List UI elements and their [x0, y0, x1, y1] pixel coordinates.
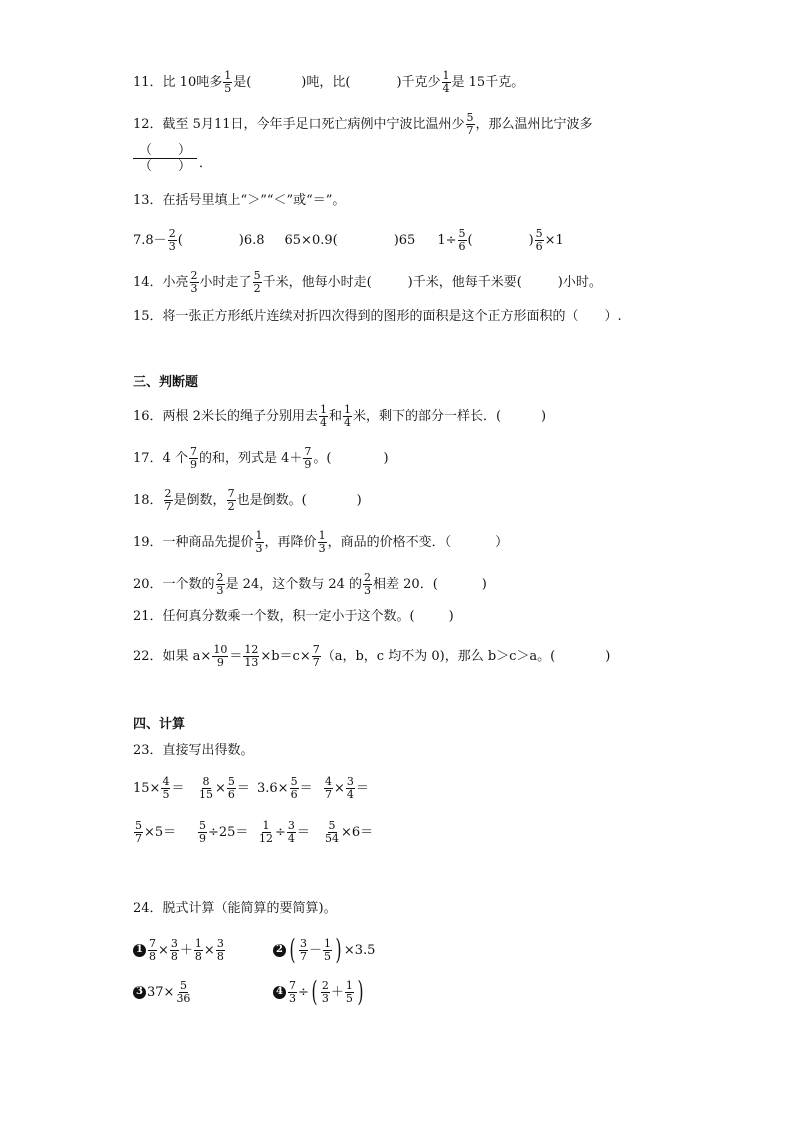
text: 5: [345, 991, 353, 1005]
text: 5: [227, 775, 235, 788]
fraction: [161, 776, 170, 800]
text: ＝: [296, 824, 310, 840]
text: 4: [325, 775, 332, 788]
text: 8: [216, 949, 224, 963]
fraction: [312, 644, 321, 668]
text: 24．脱式计算（能简算的要简算)。: [133, 901, 337, 916]
text: 9: [189, 457, 197, 471]
text: 3: [299, 937, 307, 950]
fraction: [458, 228, 467, 252]
text: 3: [216, 583, 224, 597]
text: ÷: [275, 824, 286, 840]
text: 5: [253, 269, 261, 282]
section-title-calculation: [133, 718, 185, 731]
text: 小时走了: [199, 274, 252, 290]
question-18: [133, 488, 362, 512]
text: 4: [346, 787, 354, 801]
text: 2: [216, 571, 224, 584]
text: ×1: [544, 232, 564, 248]
text: 三、判断题: [133, 375, 199, 390]
text: ): [383, 450, 389, 466]
fraction: [535, 228, 544, 252]
text: 5: [290, 775, 298, 788]
text: 也是倒数。(: [236, 492, 307, 508]
text: 5: [162, 787, 170, 801]
text: 22．如果 a×: [133, 648, 212, 664]
fraction: [168, 228, 177, 252]
text: ×: [334, 780, 345, 796]
text: （ ）: [133, 144, 197, 159]
text: )6.8: [238, 232, 265, 248]
text: ×: [158, 942, 169, 958]
text: 是倒数，: [173, 492, 226, 508]
text: －: [308, 942, 322, 958]
text: ): [541, 408, 547, 424]
text: 10: [213, 643, 228, 656]
text: 1: [319, 403, 327, 416]
calc-item: [323, 820, 373, 844]
fraction: [258, 820, 274, 844]
text: 37×: [147, 984, 175, 1000]
text: ÷: [298, 984, 309, 1000]
fraction: [346, 776, 355, 800]
text: 千米，他每小时走(: [262, 274, 372, 290]
text: 15: [199, 787, 213, 801]
text: ＝: [229, 648, 243, 664]
text: ): [605, 648, 611, 664]
question-24-row-2: [133, 974, 366, 1008]
text: 7: [312, 643, 320, 656]
text: 5: [199, 819, 206, 832]
text: 36: [176, 991, 191, 1005]
question-14: [133, 270, 602, 294]
text: 21．任何真分数乘一个数，积一定小于这个数。(: [133, 609, 415, 624]
text: 1: [323, 937, 331, 950]
fraction: [288, 980, 297, 1004]
fraction: [134, 820, 143, 844]
text: 19．一种商品先提价: [133, 534, 254, 550]
question-12: [133, 112, 593, 136]
fraction: [303, 446, 312, 470]
text: 7: [135, 831, 142, 845]
circled-number: 2: [273, 944, 286, 957]
text: 8: [149, 949, 156, 963]
text: 5: [466, 111, 474, 124]
text: 5: [179, 979, 187, 992]
text: 7: [189, 445, 197, 458]
text: 2: [164, 487, 172, 500]
text: 1: [345, 979, 353, 992]
expression-3: [133, 980, 273, 1004]
question-12-answer-blank: [133, 144, 212, 173]
text: ，商品的价格不变．（: [327, 534, 452, 550]
text: 6: [290, 787, 298, 801]
circled-number: 4: [273, 986, 286, 999]
text: ＝: [355, 780, 369, 796]
fraction: [170, 938, 179, 962]
text: )吨，比(: [301, 74, 351, 90]
text: 8: [194, 949, 202, 963]
text: 23．直接写出得数。: [133, 743, 254, 758]
text: 5: [323, 949, 331, 963]
text: ＝: [236, 780, 250, 796]
fraction: [318, 530, 327, 554]
question-22: [133, 644, 610, 668]
text: 12: [259, 831, 273, 845]
fraction: [212, 644, 228, 668]
fraction: [323, 938, 332, 962]
text: 7: [325, 787, 332, 801]
fraction: [255, 530, 264, 554]
question-23-row-1: [133, 776, 369, 800]
calc-item: [257, 776, 323, 800]
text: 6: [227, 787, 235, 801]
fraction: [253, 270, 262, 294]
fraction: [363, 572, 372, 596]
text: ): [481, 576, 487, 592]
text: ＝: [299, 780, 313, 796]
text: 7.8－: [133, 232, 167, 248]
text: 是 24，这个数与 24 的: [225, 576, 363, 592]
text: 1÷: [437, 232, 457, 248]
text: 5: [535, 227, 543, 240]
question-20: [133, 572, 487, 596]
text: ): [448, 609, 454, 624]
fraction: [198, 776, 214, 800]
question-13: [133, 194, 345, 207]
fraction: [466, 112, 475, 136]
fraction: [324, 820, 340, 844]
text: 3: [190, 281, 198, 295]
fraction: [343, 404, 352, 428]
text: ）: [495, 534, 509, 550]
text: 2: [227, 499, 235, 513]
text: 17．4 个: [133, 450, 188, 466]
fraction: [198, 820, 207, 844]
text: 6: [535, 239, 543, 253]
text: 65×0.9(: [284, 232, 338, 248]
text: 8: [170, 949, 178, 963]
text: ×: [215, 780, 226, 796]
text: 3: [255, 541, 263, 555]
fraction: [194, 938, 203, 962]
fraction: [345, 980, 354, 1004]
text: 4: [319, 415, 327, 429]
text: 4: [343, 415, 351, 429]
text: 15×: [133, 780, 161, 796]
text: 2: [321, 979, 329, 992]
question-24: [133, 902, 337, 915]
circled-number: 1: [133, 944, 146, 957]
fraction: [290, 776, 299, 800]
text: 7: [149, 937, 156, 950]
text: ×3.5: [343, 942, 376, 958]
text: )千克少: [396, 74, 441, 90]
fraction: [324, 776, 333, 800]
text: 1: [442, 69, 450, 82]
text: )千米，他每千米要(: [407, 274, 522, 290]
text: 是(: [233, 74, 252, 90]
text: 2: [168, 227, 176, 240]
fraction: [243, 644, 259, 668]
text: 13．在括号里填上“＞”“＜”或“＝”。: [133, 193, 346, 208]
text: 3: [289, 991, 296, 1005]
text: （a，b，c 均不为 0)，那么 b＞c＞a。(: [321, 648, 556, 664]
text: ×5＝: [144, 824, 177, 840]
question-16: [133, 404, 546, 428]
fraction: [227, 776, 236, 800]
expression-4: [273, 974, 366, 1008]
text: 米，剩下的部分一样长．(: [352, 408, 502, 424]
text: ×: [203, 942, 215, 958]
text: 15．将一张正方形纸片连续对折四次得到的图形的面积是这个正方形面积的（ ）.: [133, 309, 622, 324]
expression-2: [273, 932, 376, 966]
text: 3: [364, 583, 372, 597]
question-13-items: [133, 228, 564, 252]
fraction: [287, 820, 296, 844]
text: 4: [287, 831, 295, 845]
text: 13: [244, 655, 259, 669]
fraction: [216, 572, 225, 596]
text: 5: [135, 819, 142, 832]
text: 3: [170, 937, 178, 950]
text: 1: [255, 529, 263, 542]
text: 12．截至 5月11日，今年手足口死亡病例中宁波比温州少: [133, 116, 465, 132]
calc-item: [257, 820, 323, 844]
circled-number: 3: [133, 986, 146, 999]
parenthesis: (: [311, 974, 318, 1008]
text: 的和，列式是 4＋: [198, 450, 303, 466]
text: ＋: [179, 942, 193, 958]
text: 4: [162, 775, 170, 788]
text: 16．两根 2米长的绳子分别用去: [133, 408, 318, 424]
text: 4: [442, 81, 450, 95]
text: ): [356, 492, 362, 508]
text: 3: [318, 541, 326, 555]
question-19: [133, 530, 508, 554]
text: 12: [244, 643, 259, 656]
parenthesis: (: [289, 932, 296, 966]
text: (: [177, 232, 183, 248]
fraction: [442, 70, 451, 94]
calc-item: [197, 776, 257, 800]
fraction: [223, 70, 232, 94]
text: 54: [325, 831, 339, 845]
fraction: [321, 980, 330, 1004]
text: 7: [164, 499, 172, 513]
text: ＋: [330, 984, 344, 1000]
text: 是 15千克。: [451, 74, 525, 90]
question-17: [133, 446, 389, 470]
text: (: [467, 232, 473, 248]
text: )小时。: [557, 274, 602, 290]
calc-item: [197, 820, 257, 844]
text: 11．比 10吨多: [133, 74, 223, 90]
fraction: [216, 938, 225, 962]
section-title-judgement: [133, 376, 198, 389]
text: 相差 20．(: [373, 576, 438, 592]
calc-item: [323, 776, 369, 800]
text: 四、计算: [133, 717, 186, 732]
text: 9: [304, 457, 312, 471]
text: 1: [343, 403, 351, 416]
fraction: [319, 404, 328, 428]
text: 1: [224, 69, 232, 82]
expression-1: [133, 938, 273, 962]
text: 3: [287, 819, 295, 832]
text: 18．: [133, 492, 163, 508]
text: 7: [312, 655, 320, 669]
question-24-row-1: [133, 932, 376, 966]
fraction: [190, 270, 199, 294]
text: 1: [262, 819, 270, 832]
text: 7: [304, 445, 312, 458]
text: 2: [253, 281, 261, 295]
text: 5: [328, 819, 336, 832]
text: ×b＝c×: [260, 648, 311, 664]
text: 3.6×: [257, 780, 289, 796]
question-11: [133, 70, 524, 94]
text: 20．一个数的: [133, 576, 215, 592]
question-23-row-2: [133, 820, 373, 844]
text: ．: [199, 156, 213, 171]
text: 9: [216, 655, 224, 669]
text: 3: [346, 775, 354, 788]
text: 8: [202, 775, 210, 788]
text: 3: [321, 991, 329, 1005]
parenthesis: ): [335, 932, 342, 966]
text: ×6＝: [341, 824, 374, 840]
text: 1: [318, 529, 326, 542]
question-23: [133, 744, 254, 757]
fraction: [299, 938, 308, 962]
question-15: [133, 310, 622, 323]
question-21: [133, 610, 454, 623]
fraction: [227, 488, 236, 512]
text: 3: [168, 239, 176, 253]
text: 14．小亮: [133, 274, 189, 290]
text: 9: [199, 831, 206, 845]
text: 5: [224, 81, 232, 95]
text: ，再降价: [264, 534, 317, 550]
parenthesis: ): [357, 974, 364, 1008]
text: 7: [289, 979, 296, 992]
calc-item: [133, 820, 197, 844]
text: )65: [393, 232, 416, 248]
text: （ ）: [139, 159, 192, 174]
text: ): [528, 232, 534, 248]
fraction: [175, 980, 191, 1004]
text: 1: [194, 937, 202, 950]
calc-item: [133, 776, 197, 800]
text: 。(: [313, 450, 332, 466]
text: ，那么温州比宁波多: [475, 116, 593, 132]
text: 2: [364, 571, 372, 584]
text: 7: [299, 949, 307, 963]
text: 6: [458, 239, 466, 253]
text: 2: [190, 269, 198, 282]
fraction: [189, 446, 198, 470]
text: ÷25＝: [208, 824, 249, 840]
text: 和: [328, 408, 342, 424]
text: 7: [227, 487, 235, 500]
text: 5: [458, 227, 466, 240]
text: ＝: [171, 780, 185, 796]
fraction: [164, 488, 173, 512]
fraction: [148, 938, 157, 962]
text: 3: [216, 937, 224, 950]
text: 7: [466, 123, 474, 137]
